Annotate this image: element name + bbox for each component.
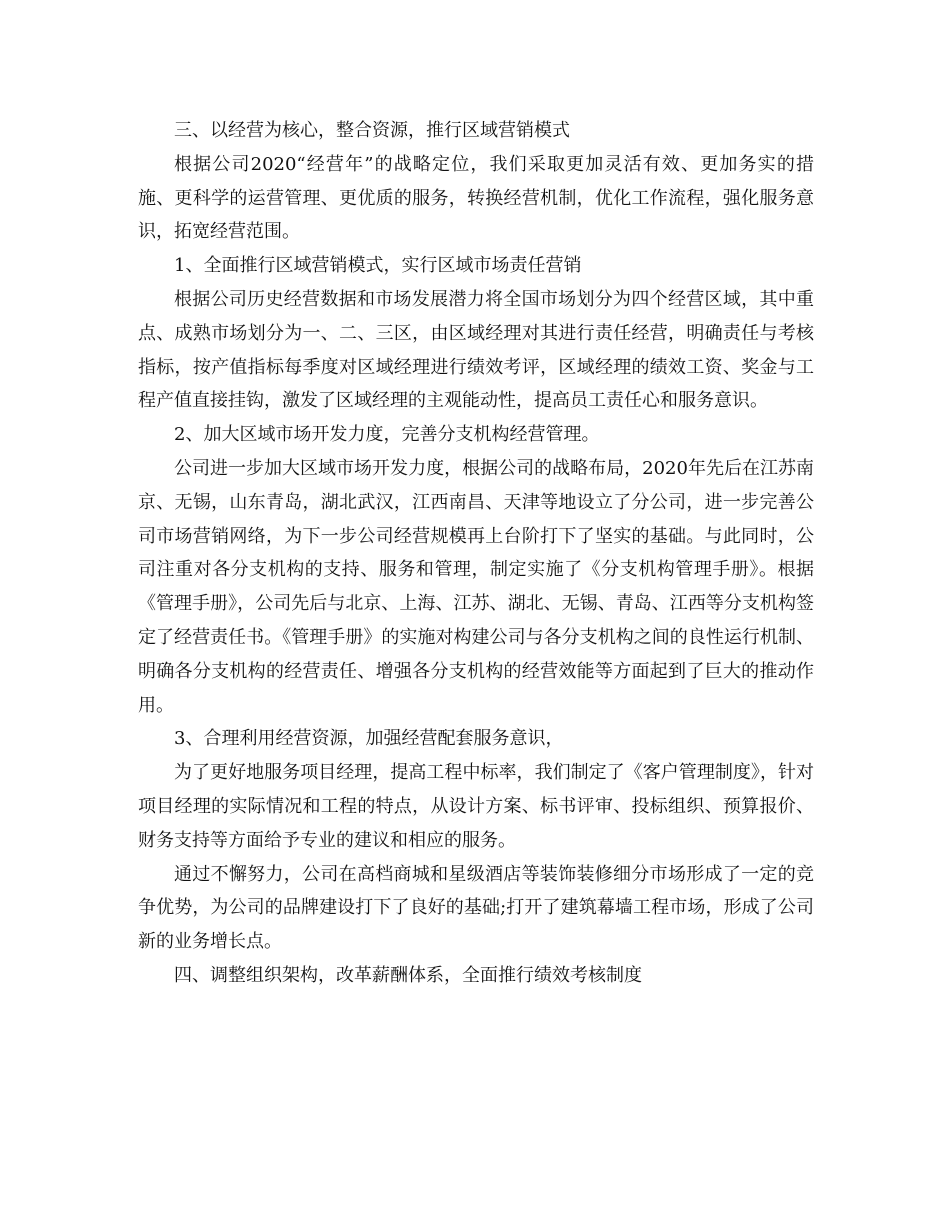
body-paragraph: 根据公司2020“经营年”的战略定位，我们采取更加灵活有效、更加务实的措施、更科学的运营管理、更优质的服务，转换经营机制，优化工作流程，强化服务意识，拓宽经营范围。 [138,153,814,243]
subsection-heading: 1、全面推行区域营销模式，实行区域市场责任营销 [174,255,582,277]
body-paragraph: 为了更好地服务项目经理，提高工程中标率，我们制定了《客户管理制度》，针对项目经理的实际情况和工程的特点，从设计方案、标书评审、投标组织、预算报价、财务支持等方面给予专业的建议和相应的服务。 [138,762,814,851]
subsection-heading: 2、加大区域市场开发力度，完善分支机构经营管理。 [174,424,600,446]
body-paragraph: 公司进一步加大区域市场开发力度，根据公司的战略布局，2020年先后在江苏南京、无锡，山东青岛，湖北武汉，江西南昌、天津等地设立了分公司，进一步完善公司市场营销网络，为下一步公司经营规模再上台阶打下了坚实的基础。与此同时，公司注重对各分支机构的支持、服务和管理，制定实施了《分支机构管理手册》。根据《管理手册》，公司先后与北京、上海、江苏、湖北、无锡、青岛、江西等分支机构签定了经营责任书。《管理手册》的实施对构建公司与各分支机构之间的良性运行机制、明确各分支机构的经营责任、增强各分支机构的经营效能等方面起到了巨大的推动作用。 [138,457,814,716]
document-page [138,114,814,993]
body-paragraph: 根据公司历史经营数据和市场发展潜力将全国市场划分为四个经营区域，其中重点、成熟市场划分为一、二、三区，由区域经理对其进行责任经营，明确责任与考核指标，按产值指标每季度对区域经理进行绩效考评，区域经理的绩效工资、奖金与工程产值直接挂钩，激发了区域经理的主观能动性，提高员工责任心和服务意识。 [138,288,814,412]
subsection-heading: 3、合理利用经营资源，加强经营配套服务意识， [174,728,564,750]
body-paragraph: 通过不懈努力，公司在高档商城和星级酒店等装饰装修细分市场形成了一定的竞争优势，为公司的品牌建设打下了良好的基础;打开了建筑幕墙工程市场，形成了公司新的业务增长点。 [138,863,814,953]
section-heading: 三、以经营为核心，整合资源，推行区域营销模式 [174,120,570,141]
section-heading: 四、调整组织架构，改革薪酬体系，全面推行绩效考核制度 [174,964,642,986]
